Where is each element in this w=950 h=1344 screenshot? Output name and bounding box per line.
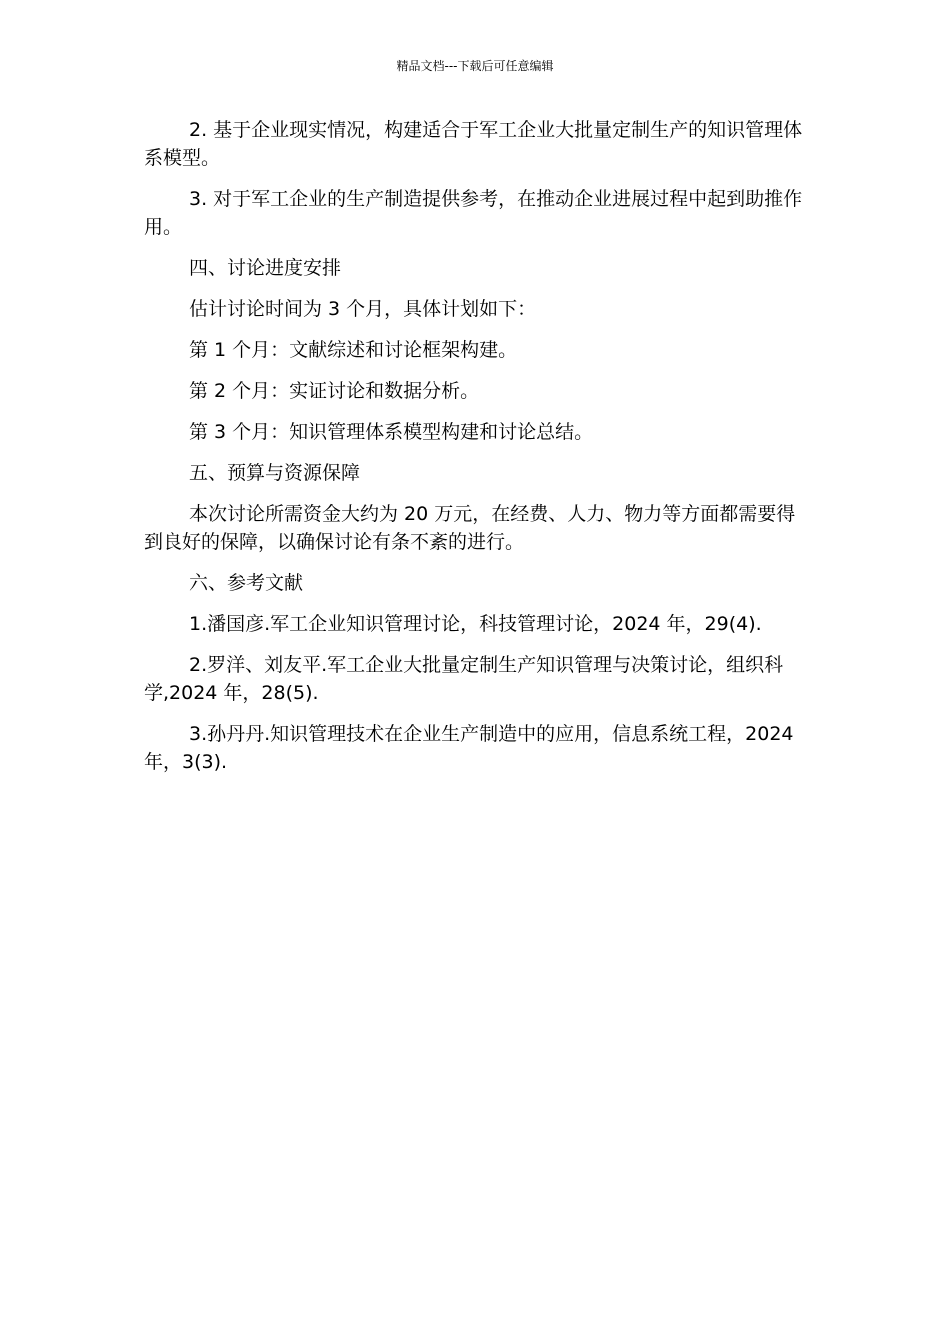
section-heading-schedule: 四、讨论进度安排 (189, 257, 342, 279)
reference-2: 2.罗洋、刘友平.军工企业大批量定制生产知识管理与决策讨论，组织科学,2024 年，28(5). (144, 654, 784, 704)
schedule-month-1: 第 1 个月：文献综述和讨论框架构建。 (189, 339, 518, 361)
budget-text: 本次讨论所需资金大约为 20 万元，在经费、人力、物力等方面都需要得到良好的保障，以确保讨论有条不紊的进行。 (144, 503, 796, 553)
section-heading-budget: 五、预算与资源保障 (189, 462, 361, 484)
goal-item-2: 2. 基于企业现实情况，构建适合于军工企业大批量定制生产的知识管理体系模型。 (144, 119, 803, 169)
schedule-intro: 估计讨论时间为 3 个月，具体计划如下： (189, 298, 537, 320)
schedule-month-3: 第 3 个月：知识管理体系模型构建和讨论总结。 (189, 421, 594, 443)
reference-3: 3.孙丹丹.知识管理技术在企业生产制造中的应用，信息系统工程，2024 年，3(3). (144, 723, 794, 773)
goal-item-3: 3. 对于军工企业的生产制造提供参考，在推动企业进展过程中起到助推作用。 (144, 188, 803, 238)
document-body (144, 116, 806, 789)
reference-1: 1.潘国彦.军工企业知识管理讨论，科技管理讨论，2024 年，29(4). (189, 613, 762, 635)
section-heading-references: 六、参考文献 (189, 572, 304, 594)
schedule-month-2: 第 2 个月：实证讨论和数据分析。 (189, 380, 480, 402)
page-header: 精品文档---下载后可任意编辑 (396, 59, 554, 73)
